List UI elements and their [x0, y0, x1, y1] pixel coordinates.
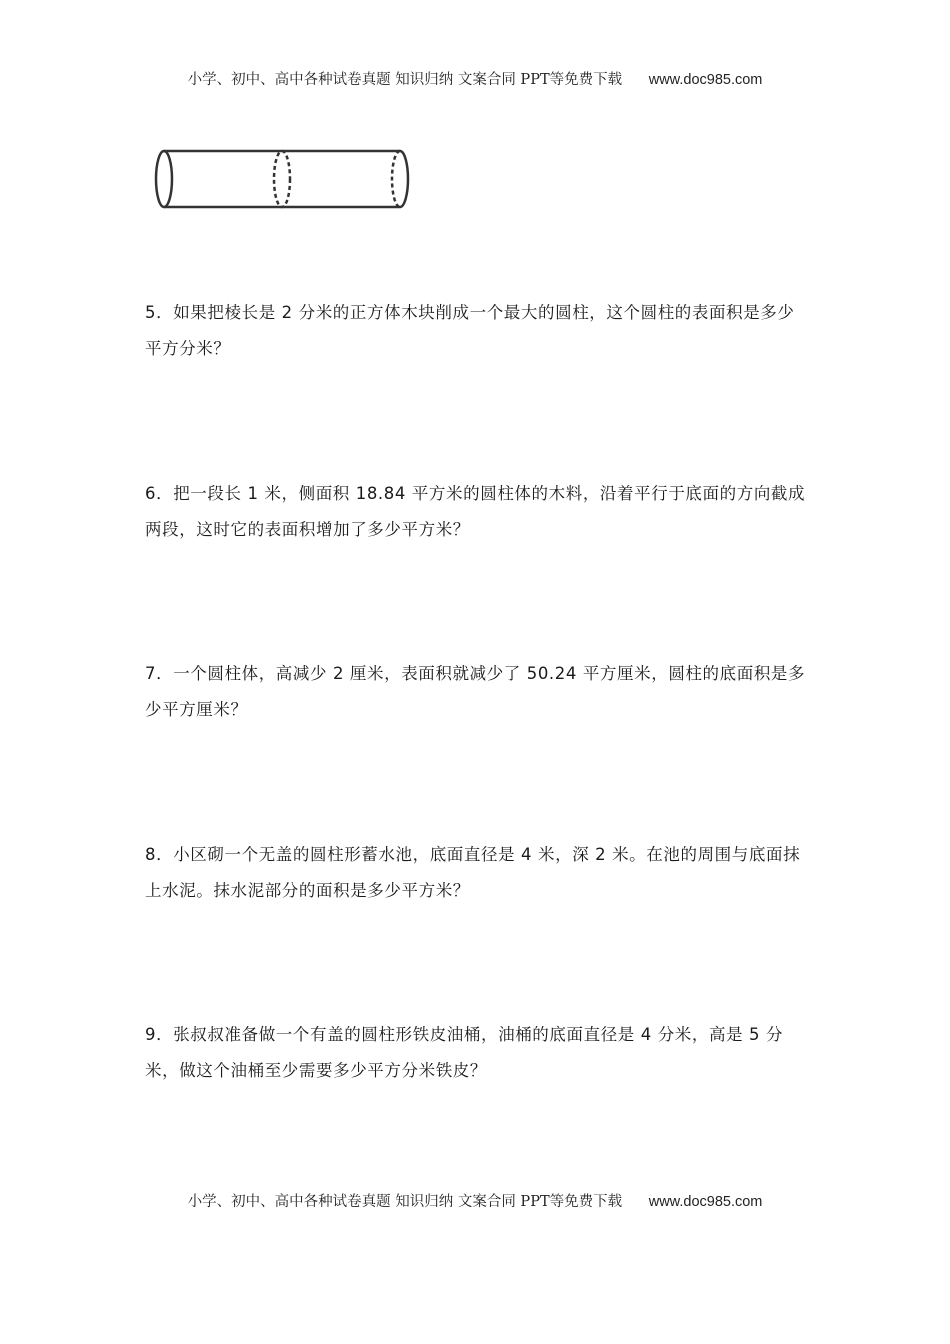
- question-number: 6．: [145, 484, 174, 503]
- question-text: 小区砌一个无盖的圆柱形蓄水池，底面直径是 4 米，深 2 米。在池的周围与底面抹上水泥。抹水泥部分的面积是多少平方米？: [145, 845, 801, 900]
- question-5: [145, 295, 810, 367]
- question-text: 张叔叔准备做一个有盖的圆柱形铁皮油桶，油桶的底面直径是 4 分米，高是 5 分米，做这个油桶至少需要多少平方分米铁皮？: [145, 1025, 784, 1080]
- question-number: 5．: [145, 303, 174, 322]
- question-8: [145, 837, 810, 909]
- question-text: 如果把棱长是 2 分米的正方体木块削成一个最大的圆柱，这个圆柱的表面积是多少平方分米？: [145, 303, 795, 358]
- footer-text: 小学、初中、高中各种试卷真题 知识归纳 文案合同 PPT等免费下载: [187, 1194, 623, 1210]
- question-text: 把一段长 1 米，侧面积 18.84 平方米的圆柱体的木料，沿着平行于底面的方向截成两段，这时它的表面积增加了多少平方米？: [145, 484, 806, 539]
- question-number: 8．: [145, 845, 174, 864]
- cylinder-diagram-icon: [150, 142, 415, 217]
- footer-url[interactable]: www.doc985.com: [648, 1194, 763, 1210]
- question-number: 7．: [145, 664, 174, 683]
- question-number: 9．: [145, 1025, 174, 1044]
- question-6: [145, 476, 810, 548]
- question-text: 一个圆柱体，高减少 2 厘米，表面积就减少了 50.24 平方厘米，圆柱的底面积是多少平方厘米？: [145, 664, 806, 719]
- question-7: [145, 656, 810, 728]
- header-url[interactable]: www.doc985.com: [648, 72, 763, 88]
- page-footer: [0, 1190, 950, 1211]
- question-9: [145, 1017, 810, 1089]
- header-text: 小学、初中、高中各种试卷真题 知识归纳 文案合同 PPT等免费下载: [187, 72, 623, 88]
- page-header: [0, 68, 950, 89]
- figure: [150, 142, 415, 217]
